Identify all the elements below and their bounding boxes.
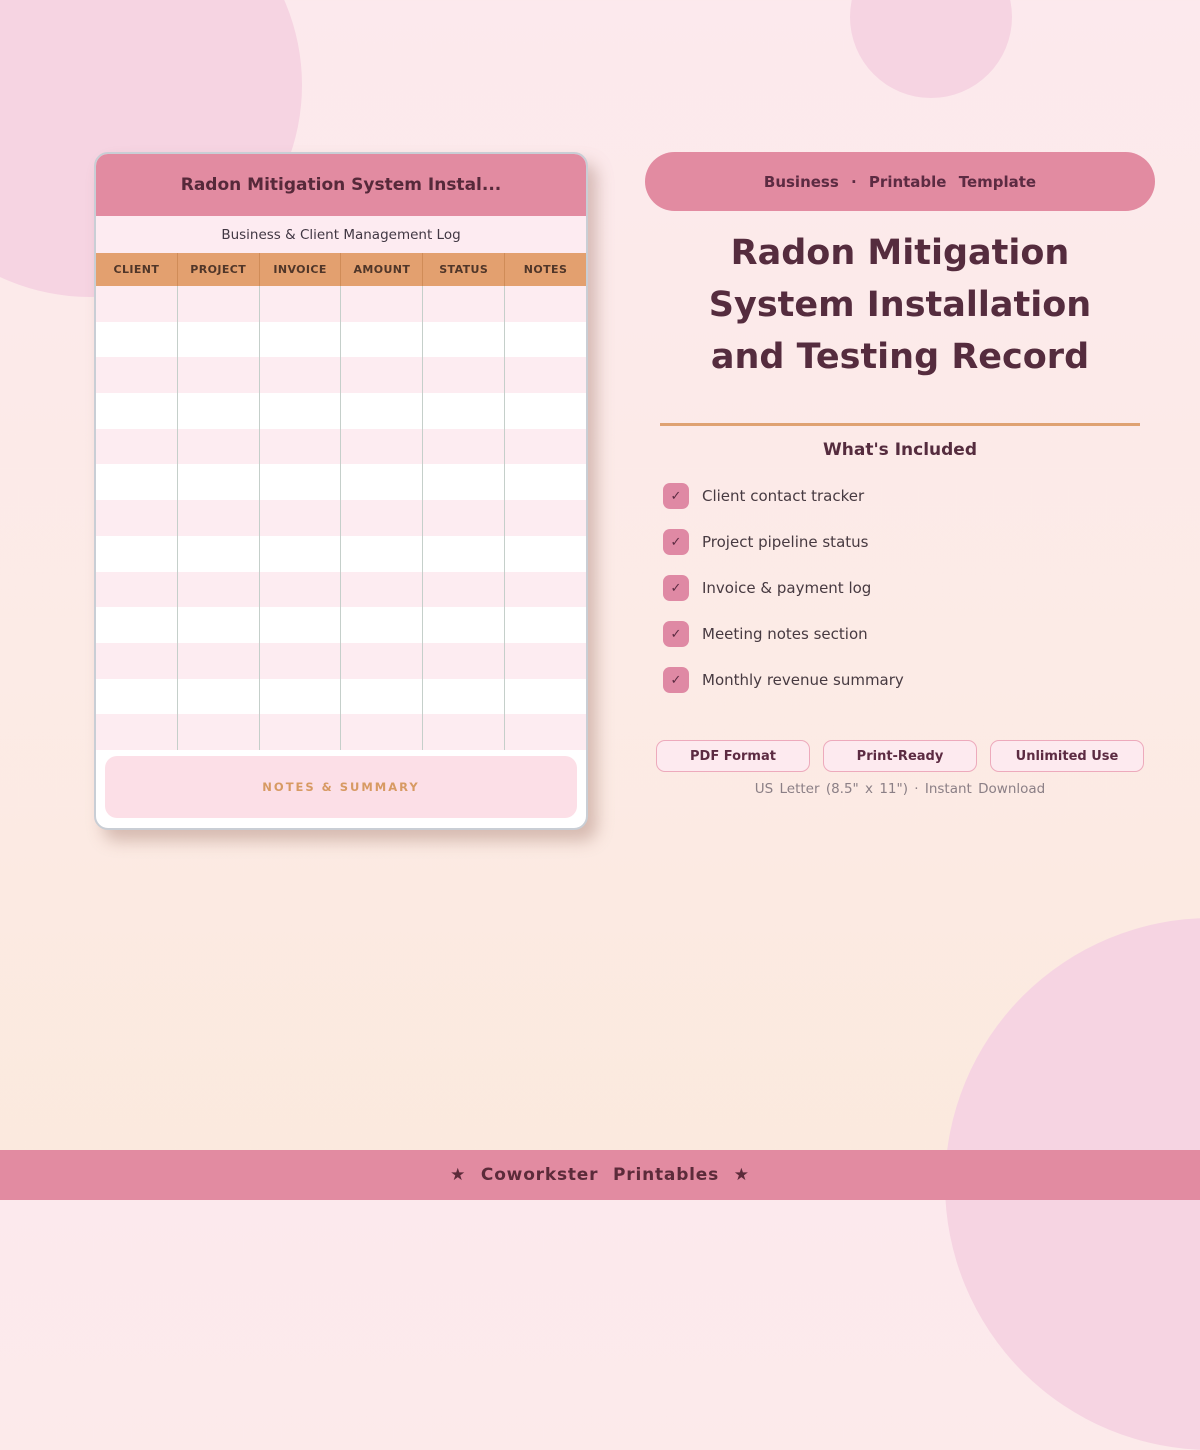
format-meta-text: US Letter (8.5" x 11") · Instant Download <box>754 781 1046 797</box>
table-cell <box>178 286 260 322</box>
table-cell <box>178 429 260 465</box>
table-row <box>96 286 586 322</box>
included-items-list <box>645 473 1155 703</box>
table-cell <box>96 393 178 429</box>
table-cell <box>260 714 342 750</box>
checkmark-icon: ✓ <box>663 621 689 647</box>
table-cell <box>423 393 505 429</box>
table-row <box>96 714 586 750</box>
table-cell <box>178 536 260 572</box>
print-ready-button[interactable]: Print-Ready <box>823 740 977 772</box>
table-cell <box>505 607 586 643</box>
table-cell <box>96 500 178 536</box>
section-divider <box>660 423 1140 426</box>
table-cell <box>505 500 586 536</box>
table-cell <box>96 322 178 358</box>
table-cell <box>341 572 423 608</box>
table-cell <box>341 429 423 465</box>
table-cell <box>178 357 260 393</box>
table-row <box>96 536 586 572</box>
table-cell <box>178 607 260 643</box>
preview-card-subtitle: Business & Client Management Log <box>96 216 586 253</box>
table-cell <box>341 536 423 572</box>
checkmark-icon: ✓ <box>663 483 689 509</box>
table-cell <box>505 322 586 358</box>
table-cell <box>423 357 505 393</box>
table-row <box>96 572 586 608</box>
table-cell <box>423 607 505 643</box>
included-item-label: Invoice & payment log <box>702 579 872 597</box>
table-cell <box>505 679 586 715</box>
table-row <box>96 607 586 643</box>
page-title: Radon Mitigation System Installation and Testing Record <box>708 233 1092 377</box>
table-cell <box>341 500 423 536</box>
table-cell <box>96 572 178 608</box>
table-cell <box>423 536 505 572</box>
table-cell <box>260 536 342 572</box>
table-row <box>96 643 586 679</box>
table-cell <box>260 322 342 358</box>
table-cell <box>341 286 423 322</box>
table-row <box>96 429 586 465</box>
column-header-notes: NOTES <box>523 263 568 276</box>
checkmark-icon: ✓ <box>663 667 689 693</box>
checkmark-icon: ✓ <box>663 575 689 601</box>
included-item-label: Client contact tracker <box>702 487 865 505</box>
table-cell <box>178 393 260 429</box>
table-cell <box>505 393 586 429</box>
table-cell <box>423 464 505 500</box>
category-badge: Business · Printable Template <box>645 152 1155 211</box>
table-cell <box>178 464 260 500</box>
table-cell <box>260 429 342 465</box>
table-row <box>96 357 586 393</box>
table-row <box>96 679 586 715</box>
table-row <box>96 464 586 500</box>
table-cell <box>423 286 505 322</box>
table-cell <box>341 322 423 358</box>
table-cell <box>341 607 423 643</box>
table-cell <box>505 643 586 679</box>
table-cell <box>341 714 423 750</box>
table-cell <box>96 643 178 679</box>
table-cell <box>260 464 342 500</box>
table-cell <box>96 286 178 322</box>
table-cell <box>341 464 423 500</box>
table-cell <box>505 464 586 500</box>
column-header-status: STATUS <box>423 253 505 286</box>
table-cell <box>423 714 505 750</box>
table-cell <box>96 714 178 750</box>
template-preview-card <box>94 152 588 830</box>
table-cell <box>96 679 178 715</box>
table-cell <box>423 679 505 715</box>
table-body <box>96 286 586 750</box>
table-cell <box>178 500 260 536</box>
included-item <box>645 473 1155 519</box>
table-cell <box>423 322 505 358</box>
table-cell <box>96 536 178 572</box>
table-cell <box>505 572 586 608</box>
table-cell <box>423 500 505 536</box>
table-cell <box>505 357 586 393</box>
table-row <box>96 500 586 536</box>
table-cell <box>260 679 342 715</box>
table-cell <box>260 643 342 679</box>
feature-button-row <box>645 740 1155 772</box>
column-header-client: CLIENT <box>96 253 178 286</box>
table-cell <box>505 536 586 572</box>
table-cell <box>260 572 342 608</box>
table-cell <box>178 572 260 608</box>
table-cell <box>96 607 178 643</box>
table-cell <box>505 714 586 750</box>
table-cell <box>260 500 342 536</box>
product-details-panel <box>645 152 1155 797</box>
table-row <box>96 322 586 358</box>
preview-card-title: Radon Mitigation System Instal... <box>96 154 586 216</box>
table-cell <box>178 714 260 750</box>
table-cell <box>260 357 342 393</box>
table-cell <box>96 357 178 393</box>
table-cell <box>341 643 423 679</box>
column-header-amount: AMOUNT <box>341 253 423 286</box>
table-cell <box>260 393 342 429</box>
included-item-label: Project pipeline status <box>702 533 869 551</box>
whats-included-heading: What's Included <box>823 440 977 460</box>
checkmark-icon: ✓ <box>663 529 689 555</box>
table-cell <box>178 679 260 715</box>
table-cell <box>505 429 586 465</box>
table-cell <box>260 286 342 322</box>
included-item-label: Monthly revenue summary <box>702 671 904 689</box>
pdf-format-button[interactable]: PDF Format <box>656 740 810 772</box>
table-cell <box>178 322 260 358</box>
table-cell <box>341 357 423 393</box>
table-cell <box>178 643 260 679</box>
table-cell <box>260 607 342 643</box>
table-cell <box>96 464 178 500</box>
table-cell <box>423 429 505 465</box>
table-header-row <box>96 253 586 286</box>
table-cell <box>96 429 178 465</box>
table-cell <box>423 643 505 679</box>
notes-summary-box: NOTES & SUMMARY <box>105 756 577 818</box>
table-cell <box>341 393 423 429</box>
included-item <box>645 519 1155 565</box>
included-item-label: Meeting notes section <box>702 625 868 643</box>
included-item <box>645 657 1155 703</box>
included-item <box>645 611 1155 657</box>
footer-brand-bar: ★ Coworkster Printables ★ <box>0 1150 1200 1200</box>
unlimited-use-button[interactable]: Unlimited Use <box>990 740 1144 772</box>
decorative-circle-top-right <box>850 0 1012 98</box>
included-item <box>645 565 1155 611</box>
table-cell <box>341 679 423 715</box>
table-cell <box>505 286 586 322</box>
column-header-project: PROJECT <box>178 253 260 286</box>
table-row <box>96 393 586 429</box>
column-header-invoice: INVOICE <box>260 253 342 286</box>
table-cell <box>423 572 505 608</box>
